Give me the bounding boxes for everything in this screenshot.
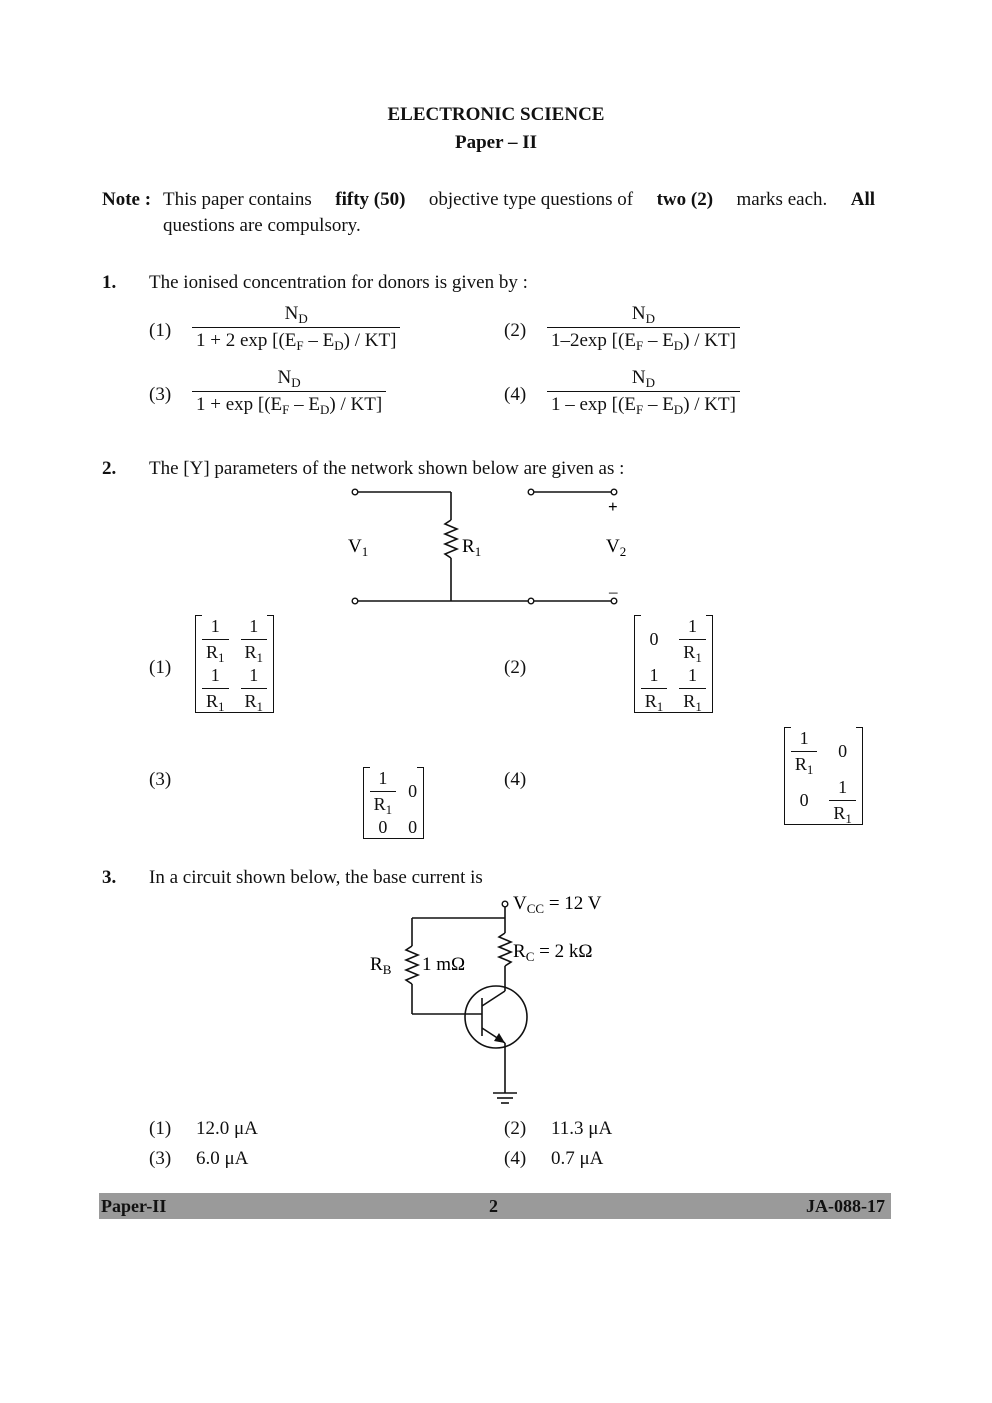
q1-option-4-label: (4) (504, 384, 527, 405)
vcc-terminal (502, 901, 508, 907)
q3-text: In a circuit shown below, the base current is (149, 867, 483, 888)
minus-sign: – (609, 582, 618, 601)
q1-option-1-fraction: $\frac{N_D}{1 + 2 \exp [(E_F - E_D) / KT]}$ (192, 303, 400, 352)
subject-title: ELECTRONIC SCIENCE (387, 104, 605, 125)
rb-value: 1 mΩ (422, 954, 466, 975)
q3-option-2-label: (2) (504, 1118, 527, 1139)
terminal-node (352, 598, 358, 604)
q3-option-3-label: (3) (149, 1148, 172, 1169)
q2-option-4-matrix: $\frac{1}{R_1}$ 0 0 $\frac{1}{R_1}$ (784, 727, 863, 825)
q3-option-1-value: 12.0 μA (196, 1118, 258, 1139)
q3-option-1-label: (1) (149, 1118, 172, 1139)
q1-option-3-fraction: $\frac{N_D}{1 + \exp [(E_F - E_D) / KT]}$ (192, 367, 386, 416)
terminal-node (528, 598, 534, 604)
q1-option-2-label: (2) (504, 320, 527, 341)
q3-option-3-value: 6.0 μA (196, 1148, 249, 1169)
footer-code: JA-088-17 (806, 1196, 885, 1216)
q2-option-4-label: (4) (504, 769, 527, 790)
note-label: Note : (102, 189, 152, 210)
q3-option-4-label: (4) (504, 1148, 527, 1169)
v1-label: $V_1$ (348, 536, 369, 559)
note-line-2: questions are compulsory. (163, 215, 361, 236)
q1-number: 1. (102, 272, 117, 293)
plus-sign: + (608, 497, 618, 516)
q2-number: 2. (102, 458, 117, 479)
paper-title: Paper – II (455, 132, 537, 153)
q1-text: The ionised concentration for donors is given by : (149, 272, 528, 293)
q2-option-3-label: (3) (149, 769, 172, 790)
q2-network-diagram (340, 480, 640, 610)
q3-option-2-value: 11.3 μA (551, 1118, 613, 1139)
emitter-arrow-icon (494, 1033, 505, 1043)
q2-option-2-matrix: 0 $\frac{1}{R_1}$ $\frac{1}{R_1}$ $\frac{1}{R_1}$ (634, 615, 713, 713)
vcc-label: $V_{CC} = 12$ V (513, 893, 602, 916)
q3-transistor-circuit (360, 888, 620, 1113)
footer-page-number: 2 (489, 1196, 498, 1216)
r1-label: $R_1$ (462, 536, 482, 559)
v2-label: $V_2$ (606, 536, 627, 559)
q1-option-4-fraction: $\frac{N_D}{1 - \exp [(E_F - E_D) / KT]}$ (547, 367, 740, 416)
footer-bar (99, 1193, 891, 1219)
q3-option-4-value: 0.7 μA (551, 1148, 604, 1169)
q1-option-2-fraction: $\frac{N_D}{1-2\exp [(E_F - E_D) / KT]}$ (547, 303, 740, 352)
rb-label: $R_B$ (370, 954, 392, 977)
q2-option-1-matrix: $\frac{1}{R_1}$ $\frac{1}{R_1}$ $\frac{1}{R_1}$ $\frac{1}{R_1}$ (195, 615, 274, 713)
q2-option-3-matrix: $\frac{1}{R_1}$ 0 0 0 (363, 767, 425, 839)
note-line-1: This paper contains fifty (50) objective type questions of two (2) marks each. All (163, 189, 875, 210)
q2-text: The [Y] parameters of the network shown below are given as : (149, 458, 625, 479)
terminal-node (611, 489, 617, 495)
q2-option-1-label: (1) (149, 657, 172, 678)
q1-option-1-label: (1) (149, 320, 172, 341)
terminal-node (352, 489, 358, 495)
rc-label: $R_C = 2$ kΩ (513, 941, 593, 964)
footer-paper: Paper-II (101, 1196, 167, 1216)
q1-option-3-label: (3) (149, 384, 172, 405)
q2-option-2-label: (2) (504, 657, 527, 678)
terminal-node (528, 489, 534, 495)
q3-number: 3. (102, 867, 117, 888)
